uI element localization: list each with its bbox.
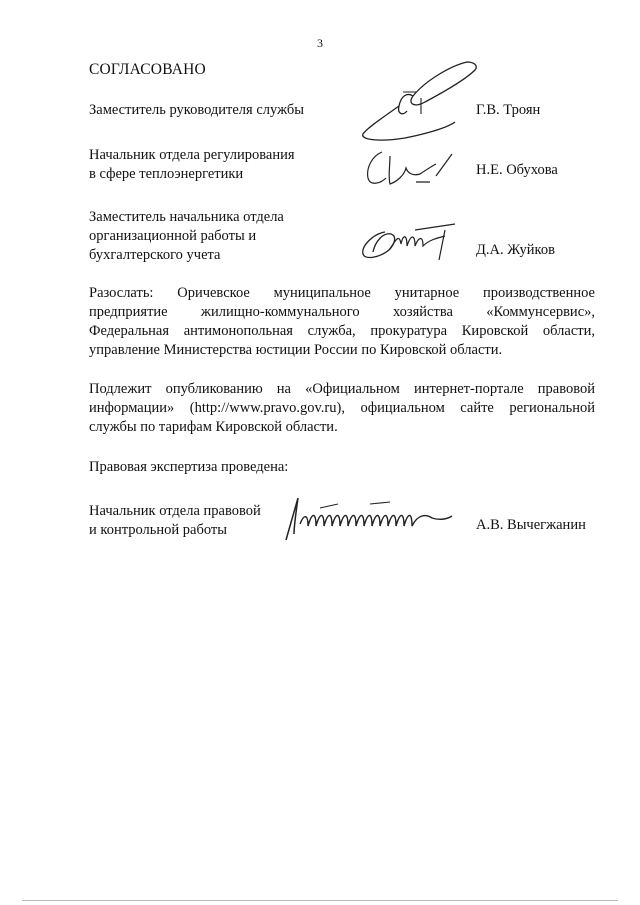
- distribution-line: Федеральная антимонопольная служба, прокуратура Кировской области,: [89, 323, 595, 339]
- legal-signer-name: А.В. Вычегжанин: [476, 517, 586, 533]
- position-line: Заместитель начальника отдела: [89, 209, 284, 225]
- approver-name-2: Н.Е. Обухова: [476, 162, 558, 178]
- position-line: в сфере теплоэнергетики: [89, 166, 244, 182]
- distribution-paragraph: [89, 284, 595, 360]
- position-line: Заместитель руководителя службы: [89, 102, 305, 118]
- approver-position-2: [89, 146, 349, 184]
- position-line: Начальник отдела правовой: [89, 503, 261, 519]
- signature-troyan: [355, 56, 485, 156]
- approver-position-1: [89, 101, 349, 120]
- position-line: и контрольной работы: [89, 522, 227, 538]
- distribution-line: Разослать: Оричевское муниципальное унитарное производственное: [89, 285, 595, 301]
- legal-review-note: Правовая экспертиза проведена:: [89, 459, 289, 475]
- publication-line: информации» (http://www.pravo.gov.ru), официальном сайте региональной: [89, 400, 595, 416]
- signature-zhuikov: [355, 222, 465, 267]
- publication-line: службы по тарифам Кировской области.: [89, 419, 338, 435]
- distribution-line: управление Министерства юстиции России по Кировской области.: [89, 342, 503, 358]
- distribution-line: предприятие жилищно-коммунального хозяйства «Коммунсервис»,: [89, 304, 595, 320]
- page-number: 3: [317, 36, 323, 50]
- publication-paragraph: [89, 380, 595, 437]
- bottom-scan-edge: [22, 900, 618, 901]
- position-line: организационной работы и: [89, 228, 257, 244]
- signature-obukhova: [360, 146, 460, 191]
- approver-name-3: Д.А. Жуйков: [476, 242, 555, 258]
- position-line: Начальник отдела регулирования: [89, 147, 295, 163]
- publication-line: Подлежит опубликованию на «Официальном интернет-портале правовой: [89, 381, 595, 397]
- approver-name-1: Г.В. Троян: [476, 102, 541, 118]
- approver-position-3: [89, 208, 349, 265]
- position-line: бухгалтерского учета: [89, 247, 221, 263]
- signature-vychegzhanin: [280, 494, 460, 544]
- approval-heading: СОГЛАСОВАНО: [89, 61, 206, 78]
